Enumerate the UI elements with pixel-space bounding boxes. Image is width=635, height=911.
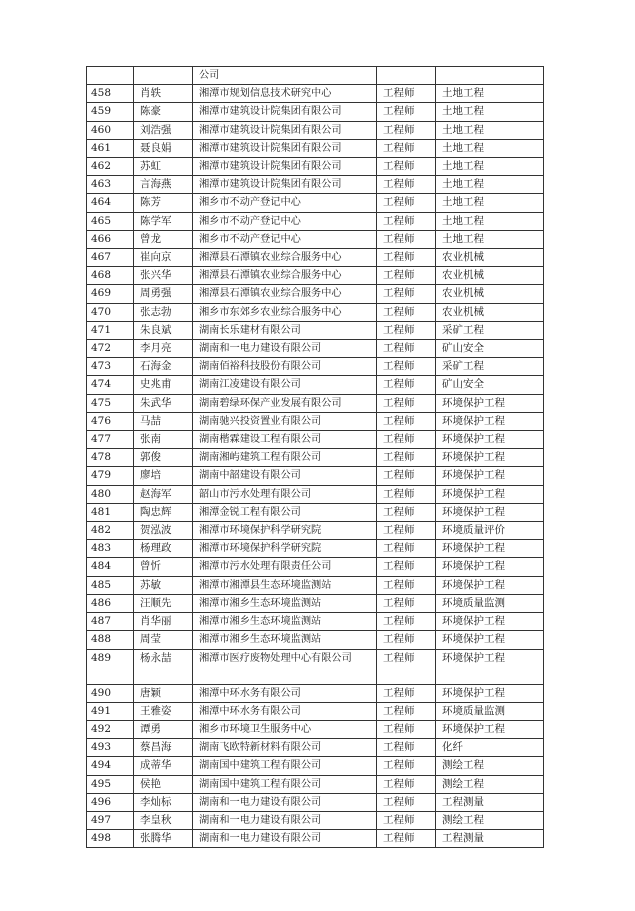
- cell-number: 485: [87, 576, 134, 594]
- cell-name: 周莹: [134, 631, 193, 649]
- cell-title: 工程师: [377, 793, 436, 811]
- cell-title: [377, 67, 436, 85]
- cell-title: 工程师: [377, 485, 436, 503]
- cell-organization: 湘潭中环水务有限公司: [193, 684, 377, 702]
- cell-name: 蔡昌海: [134, 739, 193, 757]
- cell-organization: 湖南和一电力建设有限公司: [193, 830, 377, 848]
- cell-name: 言海燕: [134, 176, 193, 194]
- cell-number: 487: [87, 613, 134, 631]
- cell-number: 462: [87, 158, 134, 176]
- cell-title: 工程师: [377, 594, 436, 612]
- cell-organization: 湘潭市湘乡生态环境监测站: [193, 594, 377, 612]
- table-row: [87, 412, 544, 430]
- cell-name: 曾忻: [134, 558, 193, 576]
- cell-title: 工程师: [377, 739, 436, 757]
- cell-title: 工程师: [377, 830, 436, 848]
- cell-name: 曾龙: [134, 230, 193, 248]
- cell-title: 工程师: [377, 139, 436, 157]
- cell-major: 环境保护工程: [436, 649, 544, 684]
- table-row: [87, 739, 544, 757]
- cell-number: 467: [87, 249, 134, 267]
- cell-major: 环境保护工程: [436, 720, 544, 738]
- cell-organization: 湖南飞欧特新材料有限公司: [193, 739, 377, 757]
- cell-number: 459: [87, 103, 134, 121]
- cell-organization: 湖南和一电力建设有限公司: [193, 340, 377, 358]
- cell-major: 环境保护工程: [436, 412, 544, 430]
- cell-number: 493: [87, 739, 134, 757]
- cell-title: 工程师: [377, 631, 436, 649]
- cell-name: 李皇秋: [134, 811, 193, 829]
- cell-number: 466: [87, 230, 134, 248]
- cell-major: 土地工程: [436, 176, 544, 194]
- cell-organization: 湘潭市环境保护科学研究院: [193, 540, 377, 558]
- cell-title: 工程师: [377, 613, 436, 631]
- table-row: [87, 340, 544, 358]
- cell-title: 工程师: [377, 811, 436, 829]
- cell-major: 土地工程: [436, 139, 544, 157]
- cell-number: 496: [87, 793, 134, 811]
- cell-number: 479: [87, 467, 134, 485]
- cell-major: 环境保护工程: [436, 613, 544, 631]
- cell-major: 环境保护工程: [436, 467, 544, 485]
- cell-major: 环境保护工程: [436, 540, 544, 558]
- cell-major: 环境保护工程: [436, 431, 544, 449]
- cell-major: 矿山安全: [436, 376, 544, 394]
- cell-major: 土地工程: [436, 230, 544, 248]
- cell-name: 杨理政: [134, 540, 193, 558]
- table-row: [87, 757, 544, 775]
- cell-major: 矿山安全: [436, 340, 544, 358]
- cell-name: 李月亮: [134, 340, 193, 358]
- cell-number: 476: [87, 412, 134, 430]
- cell-organization: 湖南驰兴投资置业有限公司: [193, 412, 377, 430]
- cell-title: 工程师: [377, 540, 436, 558]
- table-row: [87, 321, 544, 339]
- table-row: [87, 358, 544, 376]
- cell-name: 陈芳: [134, 194, 193, 212]
- cell-organization: 湘潭市湘乡生态环境监测站: [193, 613, 377, 631]
- cell-major: 土地工程: [436, 194, 544, 212]
- table-row: [87, 103, 544, 121]
- cell-organization: 湘乡市不动产登记中心: [193, 230, 377, 248]
- cell-organization: 湘乡市不动产登记中心: [193, 194, 377, 212]
- cell-organization: 湖南和一电力建设有限公司: [193, 793, 377, 811]
- cell-number: 488: [87, 631, 134, 649]
- cell-organization: 湘潭中环水务有限公司: [193, 702, 377, 720]
- cell-title: 工程师: [377, 431, 436, 449]
- cell-name: 刘浩强: [134, 121, 193, 139]
- cell-name: 聂良娟: [134, 139, 193, 157]
- cell-major: 环境保护工程: [436, 394, 544, 412]
- cell-title: 工程师: [377, 212, 436, 230]
- table-row: [87, 249, 544, 267]
- cell-name: 王雅姿: [134, 702, 193, 720]
- table-row: [87, 158, 544, 176]
- cell-name: 赵海军: [134, 485, 193, 503]
- cell-number: 498: [87, 830, 134, 848]
- cell-organization: 湘潭市建筑设计院集团有限公司: [193, 121, 377, 139]
- cell-organization: 湘乡市不动产登记中心: [193, 212, 377, 230]
- cell-number: 458: [87, 85, 134, 103]
- table-row: [87, 503, 544, 521]
- cell-major: 采矿工程: [436, 321, 544, 339]
- table-row: [87, 522, 544, 540]
- cell-title: 工程师: [377, 558, 436, 576]
- cell-title: 工程师: [377, 576, 436, 594]
- cell-major: 环境保护工程: [436, 631, 544, 649]
- cell-number: 469: [87, 285, 134, 303]
- cell-name: 杨永喆: [134, 649, 193, 684]
- cell-major: [436, 67, 544, 85]
- cell-name: 侯艳: [134, 775, 193, 793]
- cell-name: 陈学军: [134, 212, 193, 230]
- table-row: [87, 267, 544, 285]
- cell-major: 土地工程: [436, 85, 544, 103]
- cell-name: 谭勇: [134, 720, 193, 738]
- cell-major: 农业机械: [436, 267, 544, 285]
- cell-organization: 湘潭市建筑设计院集团有限公司: [193, 158, 377, 176]
- cell-major: 农业机械: [436, 249, 544, 267]
- cell-number: [87, 67, 134, 85]
- cell-number: 460: [87, 121, 134, 139]
- cell-name: 苏虹: [134, 158, 193, 176]
- table-row: [87, 649, 544, 684]
- cell-title: 工程师: [377, 158, 436, 176]
- cell-name: 成蒂华: [134, 757, 193, 775]
- cell-title: 工程师: [377, 285, 436, 303]
- cell-name: 马喆: [134, 412, 193, 430]
- cell-organization: 湘潭市湘潭县生态环境监测站: [193, 576, 377, 594]
- table-row: [87, 558, 544, 576]
- cell-title: 工程师: [377, 321, 436, 339]
- cell-organization: 湖南长乐建材有限公司: [193, 321, 377, 339]
- cell-title: 工程师: [377, 702, 436, 720]
- table-row: [87, 449, 544, 467]
- cell-number: 473: [87, 358, 134, 376]
- cell-name: 肖轶: [134, 85, 193, 103]
- cell-major: 采矿工程: [436, 358, 544, 376]
- table-row: [87, 176, 544, 194]
- cell-title: 工程师: [377, 376, 436, 394]
- cell-number: 482: [87, 522, 134, 540]
- cell-name: 张腾华: [134, 830, 193, 848]
- cell-title: 工程师: [377, 194, 436, 212]
- personnel-table-body: [87, 67, 544, 848]
- table-row: [87, 285, 544, 303]
- cell-title: 工程师: [377, 757, 436, 775]
- cell-title: 工程师: [377, 412, 436, 430]
- cell-organization: 湖南国中建筑工程有限公司: [193, 775, 377, 793]
- cell-organization: 湘潭市规划信息技术研究中心: [193, 85, 377, 103]
- cell-major: 环境保护工程: [436, 684, 544, 702]
- cell-name: 张志勃: [134, 303, 193, 321]
- cell-number: 497: [87, 811, 134, 829]
- cell-organization: 韶山市污水处理有限公司: [193, 485, 377, 503]
- cell-major: 环境质量监测: [436, 702, 544, 720]
- cell-organization: 湘潭县石潭镇农业综合服务中心: [193, 267, 377, 285]
- cell-name: 陶忠辉: [134, 503, 193, 521]
- table-row: [87, 811, 544, 829]
- cell-name: 唐颖: [134, 684, 193, 702]
- cell-major: 环境保护工程: [436, 485, 544, 503]
- cell-title: 工程师: [377, 303, 436, 321]
- cell-organization: 湘潭县石潭镇农业综合服务中心: [193, 285, 377, 303]
- cell-major: 工程测量: [436, 830, 544, 848]
- cell-major: 土地工程: [436, 121, 544, 139]
- cell-number: 492: [87, 720, 134, 738]
- cell-organization: 湘潭市污水处理有限责任公司: [193, 558, 377, 576]
- cell-title: 工程师: [377, 503, 436, 521]
- cell-organization: 湖南中韶建设有限公司: [193, 467, 377, 485]
- cell-organization: 湘潭金锐工程有限公司: [193, 503, 377, 521]
- table-row: [87, 613, 544, 631]
- cell-name: 朱武华: [134, 394, 193, 412]
- table-row: [87, 194, 544, 212]
- cell-number: 490: [87, 684, 134, 702]
- cell-number: 483: [87, 540, 134, 558]
- cell-title: 工程师: [377, 775, 436, 793]
- cell-number: 465: [87, 212, 134, 230]
- cell-number: 477: [87, 431, 134, 449]
- cell-title: 工程师: [377, 522, 436, 540]
- table-row: [87, 793, 544, 811]
- cell-title: 工程师: [377, 358, 436, 376]
- cell-title: 工程师: [377, 340, 436, 358]
- cell-major: 测绘工程: [436, 811, 544, 829]
- cell-name: 苏敏: [134, 576, 193, 594]
- table-row: [87, 212, 544, 230]
- table-row: [87, 702, 544, 720]
- cell-number: 484: [87, 558, 134, 576]
- cell-organization: 湘潭市建筑设计院集团有限公司: [193, 103, 377, 121]
- cell-major: 工程测量: [436, 793, 544, 811]
- cell-major: 土地工程: [436, 103, 544, 121]
- cell-title: 工程师: [377, 267, 436, 285]
- cell-major: 农业机械: [436, 285, 544, 303]
- table-row: [87, 540, 544, 558]
- cell-major: 环境保护工程: [436, 449, 544, 467]
- cell-name: 史兆甫: [134, 376, 193, 394]
- cell-organization: 湖南碧绿环保产业发展有限公司: [193, 394, 377, 412]
- table-row: [87, 830, 544, 848]
- cell-major: 土地工程: [436, 212, 544, 230]
- cell-organization: 湖南湘屿建筑工程有限公司: [193, 449, 377, 467]
- cell-organization: 湘潭市建筑设计院集团有限公司: [193, 139, 377, 157]
- cell-major: 环境质量评价: [436, 522, 544, 540]
- cell-number: 471: [87, 321, 134, 339]
- cell-name: 汪顺先: [134, 594, 193, 612]
- cell-name: 周勇强: [134, 285, 193, 303]
- cell-number: 463: [87, 176, 134, 194]
- cell-organization: 湖南江凌建设有限公司: [193, 376, 377, 394]
- cell-name: 张兴华: [134, 267, 193, 285]
- table-row: [87, 230, 544, 248]
- table-row: [87, 376, 544, 394]
- cell-organization: 湘潭市环境保护科学研究院: [193, 522, 377, 540]
- cell-major: 化纤: [436, 739, 544, 757]
- cell-title: 工程师: [377, 103, 436, 121]
- table-row: [87, 431, 544, 449]
- cell-title: 工程师: [377, 249, 436, 267]
- cell-name: 贺泓波: [134, 522, 193, 540]
- cell-organization: 湘潭市建筑设计院集团有限公司: [193, 176, 377, 194]
- cell-major: 土地工程: [436, 158, 544, 176]
- cell-number: 468: [87, 267, 134, 285]
- cell-number: 475: [87, 394, 134, 412]
- cell-organization: 湘潭县石潭镇农业综合服务中心: [193, 249, 377, 267]
- table-row: [87, 467, 544, 485]
- table-row: [87, 121, 544, 139]
- cell-name: 廖培: [134, 467, 193, 485]
- cell-name: 郭俊: [134, 449, 193, 467]
- cell-number: 472: [87, 340, 134, 358]
- cell-title: 工程师: [377, 449, 436, 467]
- cell-organization: 湖南国中建筑工程有限公司: [193, 757, 377, 775]
- cell-number: 464: [87, 194, 134, 212]
- cell-title: 工程师: [377, 230, 436, 248]
- cell-name: 陈豪: [134, 103, 193, 121]
- cell-organization: 公司: [193, 67, 377, 85]
- cell-title: 工程师: [377, 176, 436, 194]
- cell-major: 测绘工程: [436, 775, 544, 793]
- cell-number: 489: [87, 649, 134, 684]
- cell-name: 张南: [134, 431, 193, 449]
- cell-number: 461: [87, 139, 134, 157]
- table-row: [87, 594, 544, 612]
- cell-number: 478: [87, 449, 134, 467]
- cell-title: 工程师: [377, 649, 436, 684]
- cell-organization: 湖南佰裕科技股份有限公司: [193, 358, 377, 376]
- cell-title: 工程师: [377, 85, 436, 103]
- cell-name: 石海金: [134, 358, 193, 376]
- cell-major: 环境保护工程: [436, 558, 544, 576]
- cell-number: 474: [87, 376, 134, 394]
- cell-major: 环境保护工程: [436, 576, 544, 594]
- cell-number: 491: [87, 702, 134, 720]
- table-row-continuation: [87, 67, 544, 85]
- cell-title: 工程师: [377, 720, 436, 738]
- cell-organization: 湘潭市医疗废物处理中心有限公司: [193, 649, 377, 684]
- table-row: [87, 85, 544, 103]
- cell-organization: 湘乡市环境卫生服务中心: [193, 720, 377, 738]
- table-row: [87, 775, 544, 793]
- table-row: [87, 485, 544, 503]
- cell-major: 环境质量监测: [436, 594, 544, 612]
- cell-organization: 湘乡市东郊乡农业综合服务中心: [193, 303, 377, 321]
- cell-title: 工程师: [377, 394, 436, 412]
- cell-major: 环境保护工程: [436, 503, 544, 521]
- personnel-table: [86, 66, 544, 848]
- cell-name: 肖华丽: [134, 613, 193, 631]
- cell-organization: 湖南和一电力建设有限公司: [193, 811, 377, 829]
- cell-name: 崔向京: [134, 249, 193, 267]
- cell-major: 农业机械: [436, 303, 544, 321]
- cell-number: 486: [87, 594, 134, 612]
- cell-number: 494: [87, 757, 134, 775]
- table-row: [87, 303, 544, 321]
- cell-number: 480: [87, 485, 134, 503]
- cell-number: 481: [87, 503, 134, 521]
- cell-name: 朱良斌: [134, 321, 193, 339]
- cell-major: 测绘工程: [436, 757, 544, 775]
- cell-title: 工程师: [377, 121, 436, 139]
- table-row: [87, 139, 544, 157]
- cell-organization: 湖南楷霖建设工程有限公司: [193, 431, 377, 449]
- cell-title: 工程师: [377, 467, 436, 485]
- cell-name: 李灿标: [134, 793, 193, 811]
- cell-number: 495: [87, 775, 134, 793]
- table-row: [87, 720, 544, 738]
- table-row: [87, 394, 544, 412]
- cell-name: [134, 67, 193, 85]
- cell-number: 470: [87, 303, 134, 321]
- cell-title: 工程师: [377, 684, 436, 702]
- cell-organization: 湘潭市湘乡生态环境监测站: [193, 631, 377, 649]
- table-row: [87, 684, 544, 702]
- table-row: [87, 576, 544, 594]
- table-row: [87, 631, 544, 649]
